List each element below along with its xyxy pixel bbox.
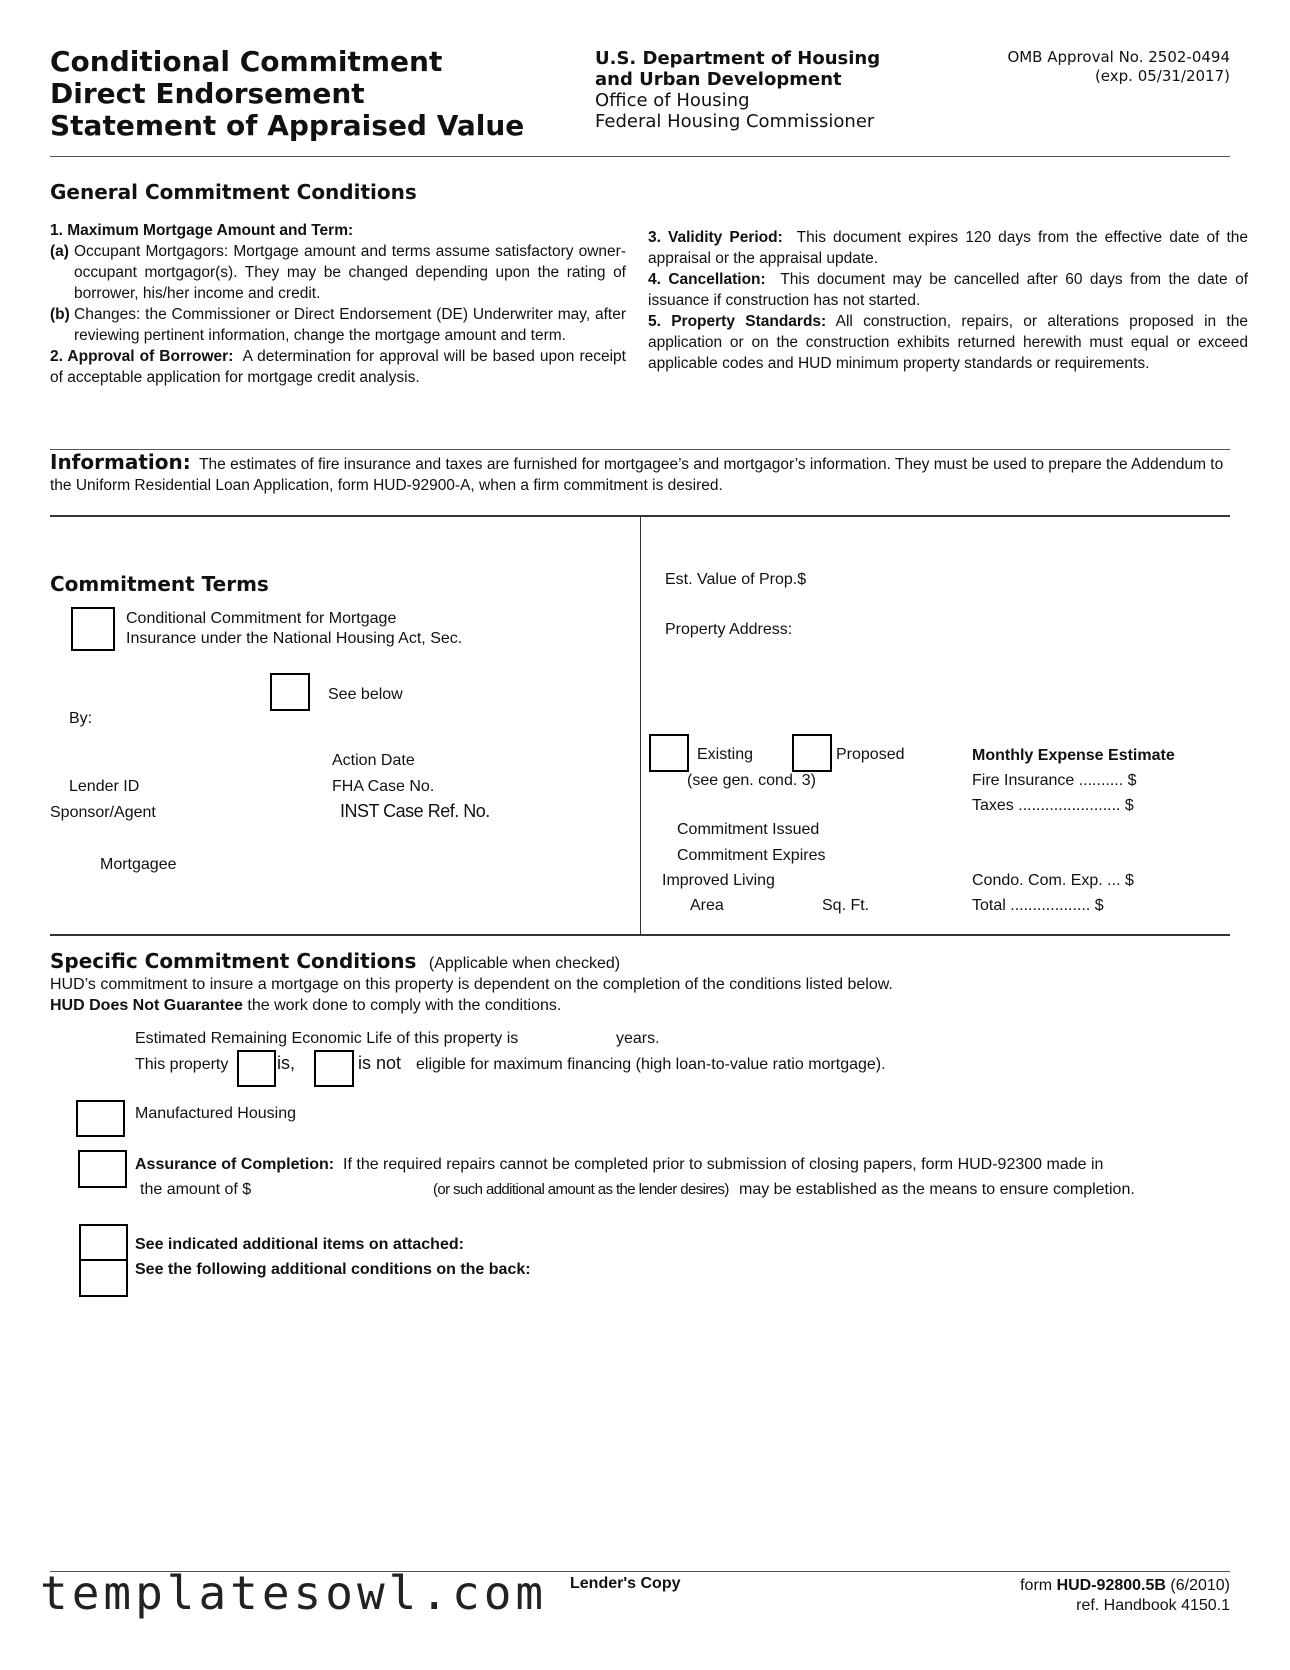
- title-line-3: Statement of Appraised Value: [50, 109, 525, 142]
- condition-1-label: 1. Maximum Mortgage Amount and Term:: [50, 222, 354, 239]
- attached-items-label: See indicated additional items on attached:: [135, 1236, 464, 1253]
- condition-5: [648, 311, 1248, 374]
- form-number-block: [1020, 1576, 1230, 1616]
- inst-case-label: INST Case Ref. No.: [340, 801, 490, 821]
- no-guarantee-rest: the work done to comply with the conditions.: [247, 997, 562, 1014]
- commitment-terms-heading: Commitment Terms: [50, 572, 269, 596]
- improved-living-label: Improved Living: [662, 872, 775, 889]
- information-label: Information:: [50, 450, 191, 474]
- property-address-label: Property Address:: [665, 621, 793, 638]
- agency-block: [595, 48, 880, 132]
- omb-number: OMB Approval No. 2502-0494: [1007, 48, 1230, 66]
- fha-case-label: FHA Case No.: [332, 778, 435, 795]
- is-not-label: is not: [358, 1053, 402, 1073]
- agency-office: Office of Housing: [595, 90, 750, 111]
- attached-items-checkbox[interactable]: [79, 1224, 128, 1261]
- is-eligible-checkbox[interactable]: [237, 1050, 276, 1087]
- condition-1b-label: (b): [50, 306, 70, 323]
- cc-line-2: Insurance under the National Housing Act, Sec.: [126, 630, 463, 647]
- general-left-column: [50, 220, 626, 388]
- conditional-commitment-label: [126, 609, 462, 649]
- existing-label: Existing: [697, 746, 754, 763]
- no-guarantee-bold: HUD Does Not Guarantee: [50, 997, 243, 1014]
- condition-2: [50, 346, 626, 388]
- commitment-issued-label: Commitment Issued: [677, 821, 820, 838]
- manufactured-housing-label: Manufactured Housing: [135, 1105, 296, 1122]
- economic-life-label: Estimated Remaining Economic Life of this property is: [135, 1030, 519, 1047]
- information-divider-top: [50, 449, 1230, 450]
- agency-name-1: U.S. Department of Housing: [595, 48, 881, 69]
- cc-line-1: Conditional Commitment for Mortgage: [126, 610, 397, 627]
- terms-column-divider: [640, 516, 641, 934]
- condition-5-text: All construction, repairs, or alterations proposed in the application or on the construction exhibits returned herewith must equal or exceed applicable codes and HUD minimum property standards or requirements.: [648, 313, 1248, 372]
- area-label: Area: [690, 897, 724, 914]
- proposed-checkbox[interactable]: [792, 734, 832, 772]
- omb-approval: [1007, 48, 1230, 86]
- general-conditions-heading: General Commitment Conditions: [50, 180, 417, 204]
- form-title: [50, 46, 524, 142]
- see-gen-cond-label: (see gen. cond. 3): [687, 772, 816, 789]
- proposed-label: Proposed: [836, 746, 905, 763]
- header-divider: [50, 156, 1230, 157]
- mortgagee-label: Mortgagee: [100, 856, 177, 873]
- general-right-column: [648, 227, 1248, 374]
- sponsor-agent-label: Sponsor/Agent: [50, 804, 156, 821]
- condition-2-text: A determination for approval will be based upon receipt of acceptable application for mortgage credit analysis.: [50, 348, 626, 386]
- eligible-label: eligible for maximum financing (high loan-to-value ratio mortgage).: [416, 1056, 886, 1073]
- form-number-line: [1020, 1576, 1230, 1596]
- lenders-copy-label: Lender's Copy: [570, 1575, 681, 1592]
- see-below-label: See below: [328, 686, 403, 703]
- by-label: By:: [69, 710, 93, 727]
- total-label: Total .................. $: [972, 897, 1104, 914]
- form-prefix: form: [1020, 1577, 1053, 1594]
- condition-1b-text: Changes: the Commissioner or Direct Endorsement (DE) Underwriter may, after reviewing pertinent information, change the mortgage amount and term.: [74, 306, 626, 344]
- information-block: [50, 452, 1230, 496]
- sqft-label: Sq. Ft.: [822, 897, 870, 914]
- lender-id-label: Lender ID: [69, 778, 140, 795]
- commitment-expires-label: Commitment Expires: [677, 847, 826, 864]
- title-line-2: Direct Endorsement: [50, 77, 365, 110]
- back-conditions-label: See the following additional conditions on the back:: [135, 1261, 531, 1278]
- condition-5-label: 5. Property Standards:: [648, 313, 827, 330]
- ensure-completion-label: may be established as the means to ensure completion.: [739, 1181, 1135, 1198]
- condition-4-label: 4. Cancellation:: [648, 271, 766, 288]
- condition-1a-label: (a): [50, 243, 69, 260]
- assurance-label: Assurance of Completion:: [135, 1156, 335, 1173]
- condition-1a-text: Occupant Mortgagors: Mortgage amount and terms assume satisfactory owner-occupant mortgagor(s). They may be changed depending upon the rating of borrower, his/her income and credit.: [74, 243, 626, 302]
- templatesowl-watermark: templatesowl.com: [40, 1566, 548, 1620]
- or-such-note: (or such additional amount as the lender desires): [433, 1181, 729, 1198]
- applicable-note: (Applicable when checked): [428, 955, 621, 972]
- condition-3-label: 3. Validity Period:: [648, 229, 783, 246]
- title-line-1: Conditional Commitment: [50, 45, 443, 78]
- assurance-checkbox[interactable]: [78, 1150, 127, 1188]
- is-label: is,: [277, 1053, 295, 1073]
- monthly-expense-heading: Monthly Expense Estimate: [972, 747, 1175, 764]
- form-date: (6/2010): [1170, 1577, 1230, 1594]
- condition-3-text: This document expires 120 days from the effective date of the appraisal or the appraisal update.: [648, 229, 1248, 267]
- agency-name-2: and Urban Development: [595, 69, 842, 90]
- condition-4-text: This document may be cancelled after 60 days from the date of issuance if construction has not started.: [648, 271, 1249, 309]
- is-not-eligible-checkbox[interactable]: [314, 1050, 354, 1087]
- specific-divider-top: [50, 934, 1230, 936]
- specific-conditions-heading: Specific Commitment Conditions: [50, 949, 417, 973]
- assurance-line-1: [135, 1155, 1103, 1175]
- amount-of-label: the amount of $: [140, 1181, 252, 1198]
- handbook-ref: ref. Handbook 4150.1: [1076, 1597, 1230, 1614]
- est-value-label: Est. Value of Prop.$: [665, 571, 807, 588]
- specific-heading-row: [50, 949, 620, 974]
- years-label: years.: [616, 1030, 660, 1047]
- condition-3: [648, 227, 1248, 269]
- fire-insurance-label: Fire Insurance .......... $: [972, 772, 1137, 789]
- condition-2-label: 2. Approval of Borrower:: [50, 348, 234, 365]
- existing-checkbox[interactable]: [649, 734, 689, 772]
- this-property-label: This property: [135, 1056, 229, 1073]
- manufactured-housing-checkbox[interactable]: [76, 1100, 125, 1137]
- form-number: HUD-92800.5B: [1056, 1577, 1166, 1594]
- assurance-text: If the required repairs cannot be completed prior to submission of closing papers, form HUD-92300 made in: [343, 1156, 1104, 1173]
- information-text: The estimates of fire insurance and taxes are furnished for mortgagee’s and mortgagor’s information. They must be used to prepare the Addendum to the Uniform Residential Loan Application, form HUD-92900-A, when a firm commitment is desired.: [50, 456, 1224, 494]
- condition-4: [648, 269, 1248, 311]
- back-conditions-checkbox[interactable]: [79, 1259, 128, 1297]
- no-guarantee-line: [50, 996, 561, 1016]
- agency-commissioner: Federal Housing Commissioner: [595, 111, 875, 132]
- condo-com-exp-label: Condo. Com. Exp. ... $: [972, 872, 1134, 889]
- taxes-label: Taxes ....................... $: [972, 797, 1134, 814]
- action-date-label: Action Date: [332, 752, 415, 769]
- specific-intro: HUD’s commitment to insure a mortgage on this property is dependent on the completion of the conditions listed below.: [50, 976, 893, 993]
- conditional-commitment-checkbox[interactable]: [71, 607, 115, 651]
- see-below-checkbox[interactable]: [270, 673, 310, 711]
- omb-expiration: (exp. 05/31/2017): [1094, 67, 1230, 85]
